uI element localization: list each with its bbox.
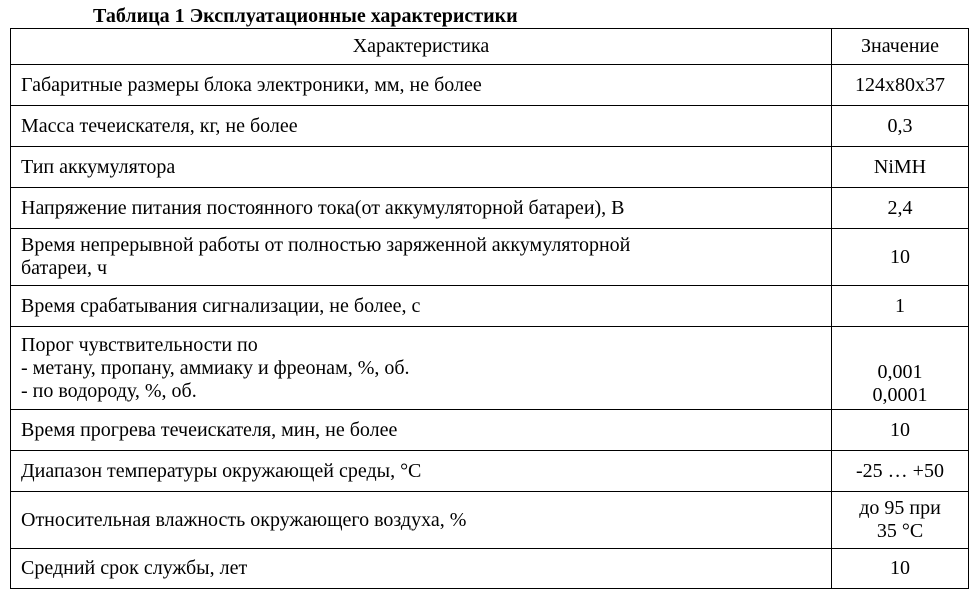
row-value: 10 bbox=[832, 410, 969, 451]
row-name: Время непрерывной работы от полностью заряженной аккумуляторной батареи, ч bbox=[11, 229, 832, 286]
header-value: Значение bbox=[832, 29, 969, 65]
table-row bbox=[11, 106, 969, 147]
table-row bbox=[11, 188, 969, 229]
table-caption: Таблица 1 Эксплуатационные характеристики bbox=[93, 5, 518, 27]
row-name: Время прогрева течеискателя, мин, не более bbox=[11, 410, 832, 451]
row-name: Порог чувствительности по - метану, пропану, аммиаку и фреонам, %, об. - по водороду, %, об. bbox=[11, 327, 832, 410]
row-value: 10 bbox=[832, 549, 969, 589]
table-row bbox=[11, 65, 969, 106]
row-value: -25 … +50 bbox=[832, 451, 969, 492]
table-row bbox=[11, 492, 969, 549]
row-value: до 95 при 35 °С bbox=[832, 492, 969, 549]
row-value: 124x80x37 bbox=[832, 65, 969, 106]
table-row bbox=[11, 410, 969, 451]
row-value: NiMH bbox=[832, 147, 969, 188]
row-value: 1 bbox=[832, 286, 969, 327]
row-name: Масса течеискателя, кг, не более bbox=[11, 106, 832, 147]
table-row bbox=[11, 229, 969, 286]
row-name: Относительная влажность окружающего воздуха, % bbox=[11, 492, 832, 549]
row-name: Диапазон температуры окружающей среды, °С bbox=[11, 451, 832, 492]
table-row bbox=[11, 327, 969, 410]
table-row bbox=[11, 286, 969, 327]
row-name: Габаритные размеры блока электроники, мм, не более bbox=[11, 65, 832, 106]
table-header-row bbox=[11, 29, 969, 65]
row-value: 0,001 0,0001 bbox=[832, 327, 969, 410]
row-name: Время срабатывания сигнализации, не более, с bbox=[11, 286, 832, 327]
row-name: Напряжение питания постоянного тока(от аккумуляторной батареи), В bbox=[11, 188, 832, 229]
row-value: 10 bbox=[832, 229, 969, 286]
table-row bbox=[11, 147, 969, 188]
row-value: 0,3 bbox=[832, 106, 969, 147]
table-row bbox=[11, 549, 969, 589]
row-name: Средний срок службы, лет bbox=[11, 549, 832, 589]
row-name: Тип аккумулятора bbox=[11, 147, 832, 188]
header-characteristic: Характеристика bbox=[11, 29, 832, 65]
row-value: 2,4 bbox=[832, 188, 969, 229]
table-row bbox=[11, 451, 969, 492]
characteristics-table bbox=[10, 28, 969, 589]
